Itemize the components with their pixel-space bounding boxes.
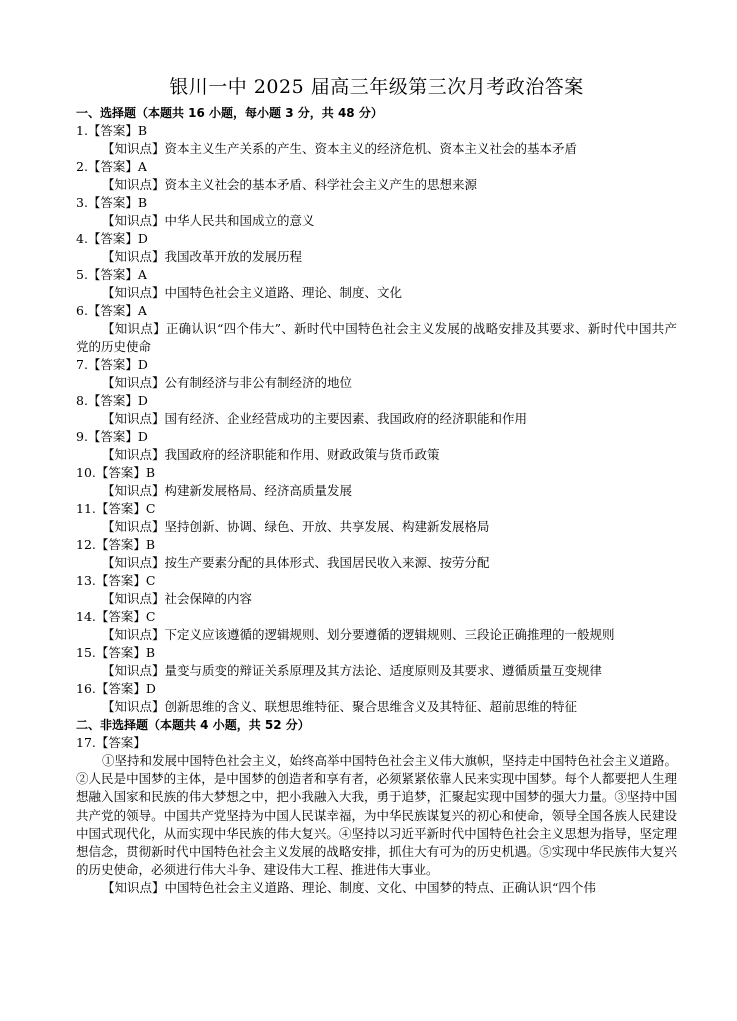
knowledge-point: 【知识点】按生产要素分配的具体形式、我国居民收入来源、按劳分配 <box>102 555 490 570</box>
mcq-item-10 <box>76 464 677 500</box>
knowledge-point: 【知识点】我国改革开放的发展历程 <box>102 249 303 264</box>
knowledge-point: 【知识点】资本主义社会的基本矛盾、科学社会主义产生的思想来源 <box>102 177 478 192</box>
knowledge-point: 【知识点】国有经济、企业经营成功的主要因素、我国政府的经济职能和作用 <box>102 411 528 426</box>
mcq-item-2 <box>76 158 677 194</box>
mcq-item-16 <box>76 680 677 716</box>
mcq-item-9 <box>76 428 677 464</box>
mcq-item-1 <box>76 122 677 158</box>
mcq-item-3 <box>76 194 677 230</box>
answer-label: 15.【答案】B <box>76 645 156 660</box>
answer-label: 8.【答案】D <box>76 393 148 408</box>
mcq-item-4 <box>76 230 677 266</box>
knowledge-point: 【知识点】中华人民共和国成立的意义 <box>102 213 315 228</box>
answer-label: 17.【答案】 <box>76 735 146 750</box>
mcq-item-12 <box>76 536 677 572</box>
question-17 <box>76 734 677 897</box>
knowledge-point: 【知识点】构建新发展格局、经济高质量发展 <box>102 483 353 498</box>
mcq-item-5 <box>76 266 677 302</box>
answer-label: 6.【答案】A <box>76 303 147 318</box>
answer-label: 11.【答案】C <box>76 501 156 516</box>
section-non-choice-heading: 二、非选择题（本题共 4 小题，共 52 分） <box>76 718 310 732</box>
knowledge-point: 【知识点】坚持创新、协调、绿色、开放、共享发展、构建新发展格局 <box>102 519 490 534</box>
answer-label: 10.【答案】B <box>76 465 156 480</box>
answer-label: 7.【答案】D <box>76 357 148 372</box>
mcq-item-13 <box>76 572 677 608</box>
knowledge-point: 【知识点】社会保障的内容 <box>102 591 253 606</box>
answer-label: 13.【答案】C <box>76 573 156 588</box>
mcq-item-8 <box>76 392 677 428</box>
answer-body: ①坚持和发展中国特色社会主义，始终高举中国特色社会主义伟大旗帜，坚持走中国特色社会主义道路。②人民是中国梦的主体，是中国梦的创造者和享有者，必须紧紧依靠人民来实现中国梦。每个人都要把人生理想融入国家和民族的伟大梦想之中，把小我融入大我，勇于追梦，汇聚起实现中国梦的强大力量。③坚持中国共产党的领导。中国共产党坚持为中国人民谋幸福，为中华民族谋复兴的初心和使命，领导全国各族人民建设中国式现代化，从而实现中华民族的伟大复兴。④坚持以习近平新时代中国特色社会主义思想为指导，坚定理想信念，贯彻新时代中国特色社会主义发展的战略安排，抓住大有可为的历史机遇。⑤实现中华民族伟大复兴的历史使命，必须进行伟大斗争、建设伟大工程、推进伟大事业。 <box>76 753 678 878</box>
knowledge-point: 【知识点】正确认识“四个伟大”、新时代中国特色社会主义发展的战略安排及其要求、新时代中国共产党的历史使命 <box>76 321 677 354</box>
knowledge-point: 【知识点】中国特色社会主义道路、理论、制度、文化、中国梦的特点、正确认识“四个伟 <box>102 880 596 896</box>
answer-label: 14.【答案】C <box>76 609 156 624</box>
knowledge-point: 【知识点】下定义应该遵循的逻辑规则、划分要遵循的逻辑规则、三段论正确推理的一般规则 <box>102 627 615 642</box>
mcq-item-11 <box>76 500 677 536</box>
mcq-list <box>76 122 677 716</box>
document-title: 银川一中 2025 届高三年级第三次月考政治答案 <box>169 76 584 98</box>
answer-label: 4.【答案】D <box>76 231 148 246</box>
section-multiple-choice-heading: 一、选择题（本题共 16 小题，每小题 3 分，共 48 分） <box>76 106 383 120</box>
mcq-item-7 <box>76 356 677 392</box>
knowledge-point: 【知识点】中国特色社会主义道路、理论、制度、文化 <box>102 285 403 300</box>
answer-label: 16.【答案】D <box>76 681 156 696</box>
knowledge-point: 【知识点】公有制经济与非公有制经济的地位 <box>102 375 353 390</box>
answer-label: 2.【答案】A <box>76 159 147 174</box>
knowledge-point: 【知识点】创新思维的含义、联想思维特征、聚合思维含义及其特征、超前思维的特征 <box>102 699 578 714</box>
mcq-item-14 <box>76 608 677 644</box>
knowledge-point: 【知识点】资本主义生产关系的产生、资本主义的经济危机、资本主义社会的基本矛盾 <box>102 141 578 156</box>
answer-label: 12.【答案】B <box>76 537 156 552</box>
answer-label: 1.【答案】B <box>76 123 148 138</box>
knowledge-point: 【知识点】量变与质变的辩证关系原理及其方法论、适度原则及其要求、遵循质量互变规律 <box>102 663 603 678</box>
knowledge-point: 【知识点】我国政府的经济职能和作用、财政政策与货币政策 <box>102 447 440 462</box>
answer-label: 3.【答案】B <box>76 195 148 210</box>
answer-label: 5.【答案】A <box>76 267 147 282</box>
answer-label: 9.【答案】D <box>76 429 148 444</box>
mcq-item-15 <box>76 644 677 680</box>
mcq-item-6 <box>76 302 677 356</box>
